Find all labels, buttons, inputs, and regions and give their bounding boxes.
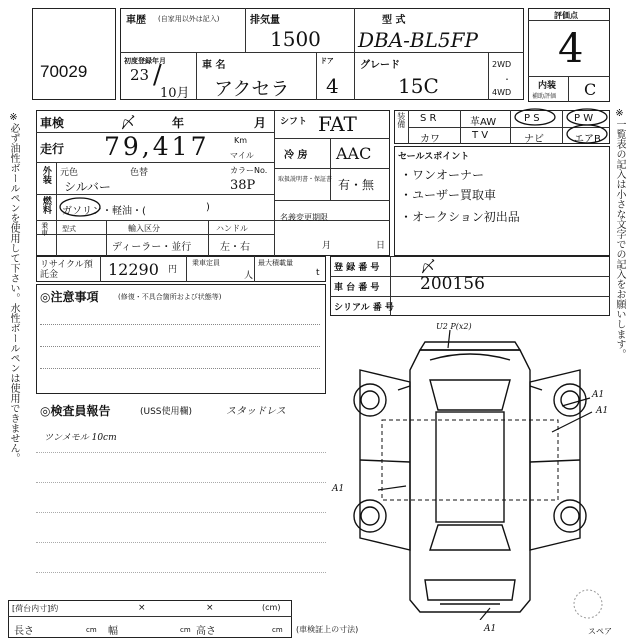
sales-point-2: ・ユーザー買取車 — [400, 188, 497, 202]
capacity-label: 乗車定員 — [192, 259, 220, 267]
equipment-circles — [510, 106, 614, 150]
mileage-km: Km — [234, 136, 248, 145]
cargo-length-cm: cm — [86, 626, 97, 634]
model-value: DBA-BL5FP — [358, 28, 478, 52]
right-note: ※一覧表の記入は小さな文字での記入をお願いします。 — [614, 108, 625, 359]
mileage-value: 79,417 — [104, 132, 210, 161]
name-label: 車 名 — [202, 60, 226, 71]
mileage-mile: マイル — [230, 151, 254, 160]
equip-pw: P W — [574, 113, 594, 124]
model-label: 型 式 — [382, 15, 406, 26]
sales-point-1: ・ワンオーナー — [400, 168, 485, 182]
shaken-year: 年 — [172, 116, 185, 130]
first-reg-year: 23 — [130, 66, 150, 84]
interior-sub: 補助評価 — [532, 93, 557, 100]
import-label: 輸入区分 — [128, 224, 160, 233]
form-label: 型式 — [62, 225, 76, 233]
recycle-label: リサイクル預託金 — [40, 260, 93, 280]
inspector-remark: ツンメモル 10cm — [44, 433, 117, 443]
manual-label: 取扱説明書・保証書 — [278, 176, 333, 183]
color-no-label: カラーNo. — [230, 166, 268, 175]
equip-tv: T V — [472, 130, 489, 141]
recycle-unit: 円 — [168, 265, 178, 275]
interior-value: C — [584, 80, 597, 99]
load-label: 最大積載量 — [258, 259, 293, 267]
color-no-value: 38P — [230, 178, 256, 193]
cargo-unit: (cm) — [262, 603, 281, 612]
chassis-value: 200156 — [420, 274, 485, 294]
score-label: 評価点 — [554, 11, 578, 20]
fuel-circle — [58, 196, 102, 218]
recycle-value: 12290 — [108, 260, 159, 279]
cargo-x1: × — [138, 603, 146, 613]
reg-value: 〆 — [420, 257, 437, 276]
name-value: アクセラ — [214, 78, 290, 100]
cargo-label: [荷台内寸]約 — [12, 604, 59, 613]
car-name-label: 車歴 — [126, 15, 146, 26]
equipment-side-label: 装備 — [396, 112, 406, 128]
sales-point-3: ・オークション初出品 — [400, 210, 520, 224]
side-note: ※必ず油性ボールペンを使用して下さい。水性ボールペンは使用できません。 — [8, 112, 19, 463]
color-change-label: 色替 — [130, 168, 149, 178]
notes-sub: (修復・不具合箇所および状態等) — [118, 293, 222, 301]
notes-title: ◎注意事項 — [40, 290, 99, 304]
interior-label: 内装 — [538, 81, 557, 91]
drive-dot: ・ — [503, 75, 511, 84]
shaken-label: 車検 — [40, 116, 65, 130]
fuel-end: ) — [206, 202, 210, 213]
first-reg-month: 10月 — [160, 86, 190, 101]
handle-value: 左・右 — [220, 242, 250, 253]
cargo-width: 幅 — [108, 626, 118, 637]
chassis-label: 車 台 番 号 — [334, 283, 380, 293]
spare-label: スペア — [588, 627, 612, 636]
mark-top: U2 P(x2) — [436, 322, 472, 331]
shaken-dimension-note: (車検証上の寸法) — [296, 625, 359, 634]
handle-label: ハンドル — [216, 224, 248, 233]
grade-value: 15C — [398, 74, 439, 98]
car-diagram — [330, 320, 610, 620]
cargo-height: 高さ — [196, 626, 216, 637]
cargo-height-cm: cm — [272, 626, 283, 634]
import-value: ディーラー・並行 — [112, 242, 192, 253]
grade-label: グレード — [360, 60, 400, 71]
capacity-unit: 人 — [244, 271, 254, 281]
mark-right-2: A1 — [596, 406, 609, 416]
original-color-label: 元色 — [60, 168, 79, 178]
load-unit: t — [316, 268, 320, 278]
passenger-label: 乗車 — [40, 222, 49, 236]
sales-points-title: セールスポイント — [398, 152, 470, 162]
mark-right-1: A1 — [592, 390, 605, 400]
mark-bottom: A1 — [484, 624, 497, 634]
doors-value: 4 — [326, 74, 339, 98]
lot-number-box — [32, 8, 116, 100]
cargo-width-cm: cm — [180, 626, 191, 634]
equip-navi: ナビ — [524, 134, 544, 145]
doors-label: ドア — [320, 57, 334, 65]
displacement-value: 1500 — [270, 27, 321, 51]
drive-4wd: 4WD — [492, 88, 512, 97]
change-month: 月 — [322, 241, 332, 251]
score-value: 4 — [558, 26, 584, 72]
lot-number: 70029 — [40, 62, 88, 81]
shaken-value: 〆 — [120, 113, 137, 132]
mileage-label: 走行 — [40, 142, 65, 156]
equip-aw: 革AW — [470, 117, 497, 128]
inspector-title: ◎検査員報告 — [40, 404, 111, 418]
serial-label: シリアル 番 号 — [334, 303, 394, 313]
shaken-month: 月 — [254, 116, 267, 130]
fuel-value: ガソリン・軽油・( — [62, 206, 146, 217]
reg-label: 登 録 番 号 — [334, 263, 380, 273]
first-reg-slash: / — [153, 60, 162, 90]
manual-value: 有・無 — [338, 178, 375, 192]
equip-sr: S R — [420, 113, 437, 124]
ac-label: 冷 房 — [284, 150, 308, 161]
color-value: シルバー — [64, 180, 111, 194]
drive-2wd: 2WD — [492, 60, 512, 69]
inspector-signature: スタッドレス — [226, 406, 286, 417]
ac-value: AAC — [336, 144, 372, 163]
fuel-label: 燃料 — [40, 196, 51, 214]
car-name-note: (自家用以外は記入) — [158, 15, 220, 23]
displacement-label: 排気量 — [250, 15, 280, 26]
shift-value: FAT — [318, 112, 357, 136]
cargo-x2: × — [206, 603, 214, 613]
inspector-sub: (USS使用欄) — [140, 407, 193, 417]
mark-left: A1 — [332, 484, 345, 494]
change-day: 日 — [376, 241, 386, 251]
cargo-length: 長さ — [14, 626, 34, 637]
shift-label: シフト — [280, 117, 308, 127]
change-label: 名義変更期限 — [280, 213, 328, 222]
equip-ps: P S — [524, 113, 540, 124]
equip-leather: カワ — [420, 134, 440, 145]
equip-airbag: エアB — [574, 134, 601, 145]
first-reg-label: 初度登録年月 — [124, 57, 166, 65]
exterior-label: 外装 — [40, 166, 51, 184]
